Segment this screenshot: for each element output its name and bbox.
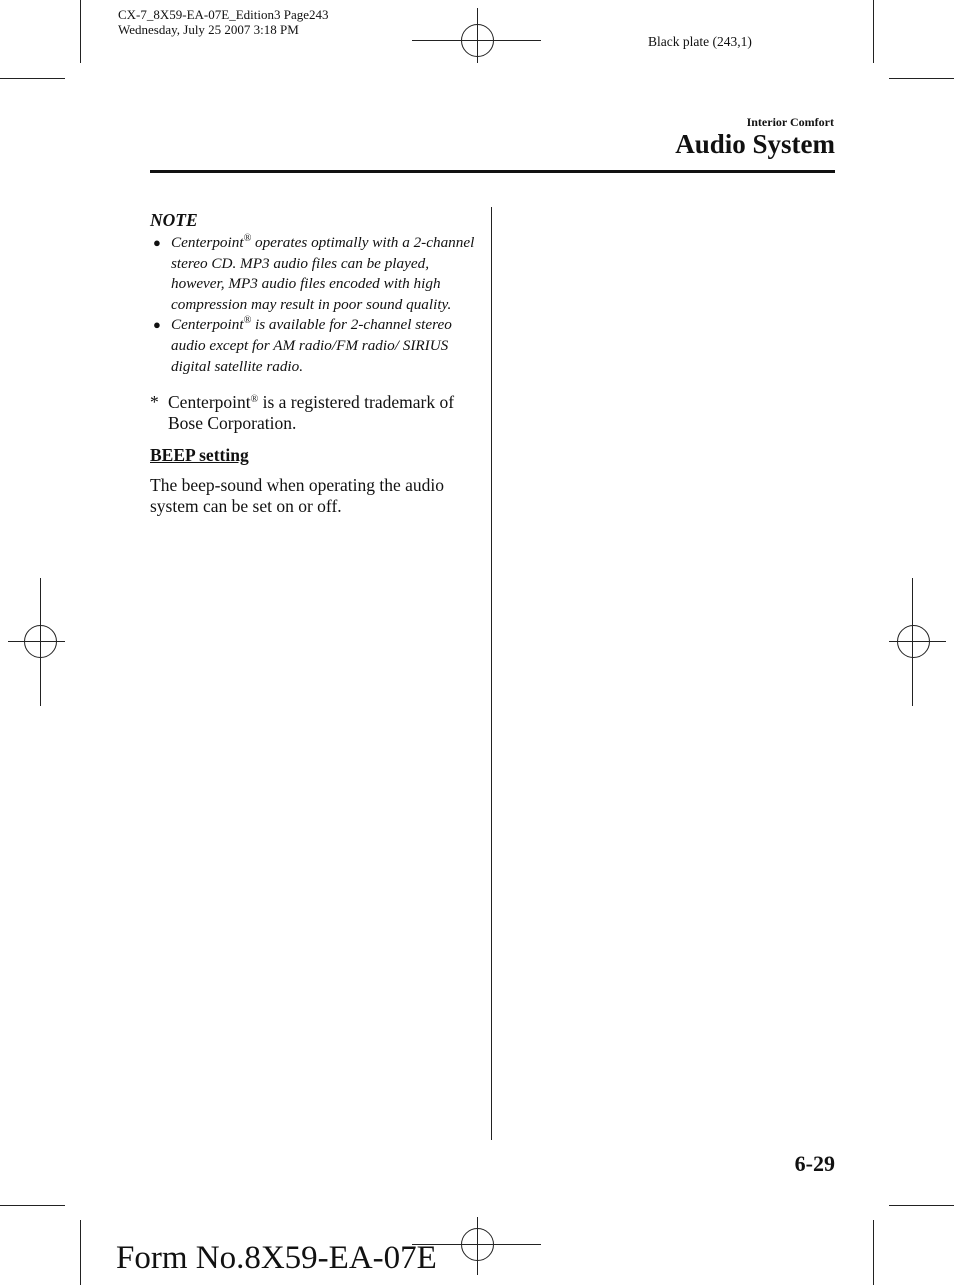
section-label: Interior Comfort	[746, 115, 834, 129]
print-job-date: Wednesday, July 25 2007 3:18 PM	[118, 22, 299, 37]
beep-setting-body: The beep-sound when operating the audio system can be set on or off.	[150, 475, 445, 517]
note-item	[150, 233, 480, 315]
plate-label: Black plate (243,1)	[648, 34, 752, 49]
beep-setting-heading: BEEP setting	[150, 445, 249, 466]
note-item	[150, 315, 480, 377]
print-job-info	[118, 7, 329, 37]
form-number: Form No.8X59-EA-07E	[116, 1240, 437, 1276]
registered-mark: ®	[243, 315, 252, 327]
brand-name: Centerpoint	[171, 316, 244, 334]
header-rule	[150, 170, 835, 173]
bullet-icon: ●	[153, 317, 161, 333]
note-heading: NOTE	[150, 210, 198, 230]
footnote-marker: *	[150, 392, 159, 413]
footnote-text: is a registered trademark of Bose Corporation.	[168, 392, 455, 434]
bullet-icon: ●	[153, 235, 161, 250]
print-job-name: CX-7_8X59-EA-07E_Edition3 Page243	[118, 7, 329, 22]
page-title: Audio System	[675, 129, 835, 159]
brand-name: Centerpoint	[171, 234, 244, 251]
registered-mark: ®	[243, 233, 252, 244]
trademark-footnote	[150, 392, 480, 434]
note-text: operates optimally with a 2-channel stereo CD. MP3 audio files can be played, however, MP3 audio files encoded with high compression may result in poor sound quality.	[171, 234, 475, 313]
column-divider	[491, 207, 492, 1140]
note-text: is available for 2-channel stereo audio except for AM radio/FM radio/ SIRIUS digital satellite radio.	[171, 316, 452, 375]
left-column	[150, 210, 480, 517]
registered-mark: ®	[250, 394, 259, 406]
page-number: 6-29	[794, 1151, 835, 1176]
brand-name: Centerpoint	[168, 392, 251, 413]
